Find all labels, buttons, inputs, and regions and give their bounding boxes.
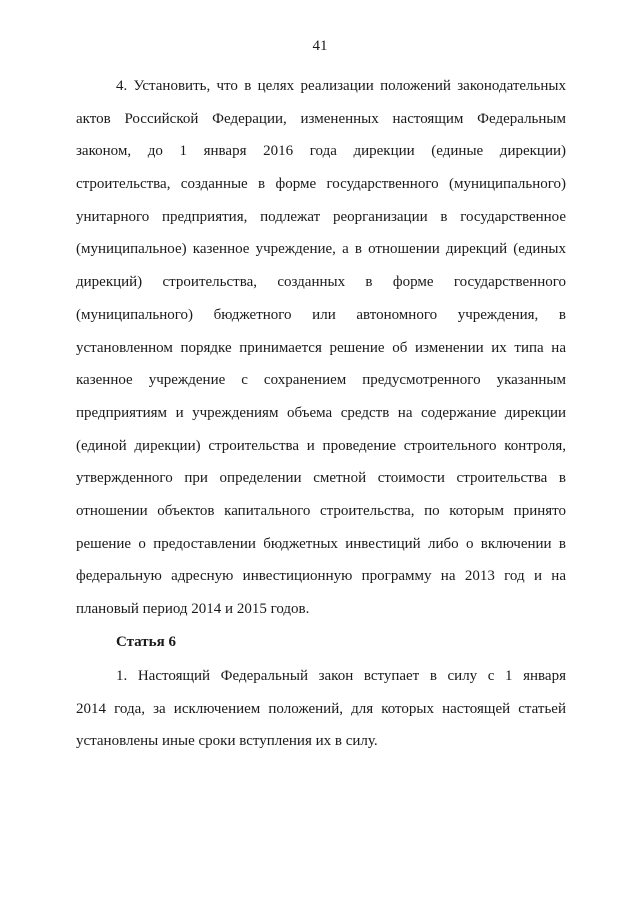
text-line: актов Российской Федерации, измененных настоящим Федеральным: [76, 110, 566, 127]
text-line: федеральную адресную инвестиционную программу на 2013 год и на: [76, 568, 566, 585]
text-line: отношении объектов капитального строительства, по которым принято: [76, 502, 566, 519]
text-line: предприятиям и учреждениям объема средств на содержание дирекции: [76, 404, 566, 421]
text-line: (единой дирекции) строительства и проведение строительного контроля,: [76, 437, 566, 454]
text-line: строительства, созданные в форме государственного (муниципального): [76, 176, 566, 193]
text-line: законом, до 1 января 2016 года дирекции (единые дирекции): [76, 143, 566, 160]
page-number: 41: [312, 38, 328, 54]
text-line: 4. Установить, что в целях реализации положений законодательных: [116, 78, 566, 94]
text-line: утвержденного при определении сметной стоимости строительства в: [76, 470, 566, 487]
text-line: решение о предоставлении бюджетных инвестиций либо о включении в: [76, 535, 566, 552]
text-line: дирекций) строительства, созданных в форме государственного: [76, 274, 566, 291]
text-line: установлены иные сроки вступления их в силу.: [76, 733, 378, 750]
text-line: (муниципального) бюджетного или автономного учреждения, в: [76, 306, 566, 323]
text-line: казенное учреждение с сохранением предусмотренного указанным: [76, 372, 566, 389]
text-line: 2014 года, за исключением положений, для которых настоящей статьей: [76, 700, 566, 717]
text-line: установленном порядке принимается решение об изменении их типа на: [76, 339, 566, 356]
text-line: 1. Настоящий Федеральный закон вступает в силу с 1 января: [116, 668, 566, 684]
text-line: (муниципальное) казенное учреждение, а в отношении дирекций (единых: [76, 241, 566, 258]
text-line: плановый период 2014 и 2015 годов.: [76, 601, 310, 617]
article-6-paragraph-1: [76, 660, 566, 758]
paragraph-4: [76, 70, 566, 626]
text-line: унитарного предприятия, подлежат реорганизации в государственное: [76, 208, 566, 225]
article-heading: Статья 6: [116, 634, 176, 650]
